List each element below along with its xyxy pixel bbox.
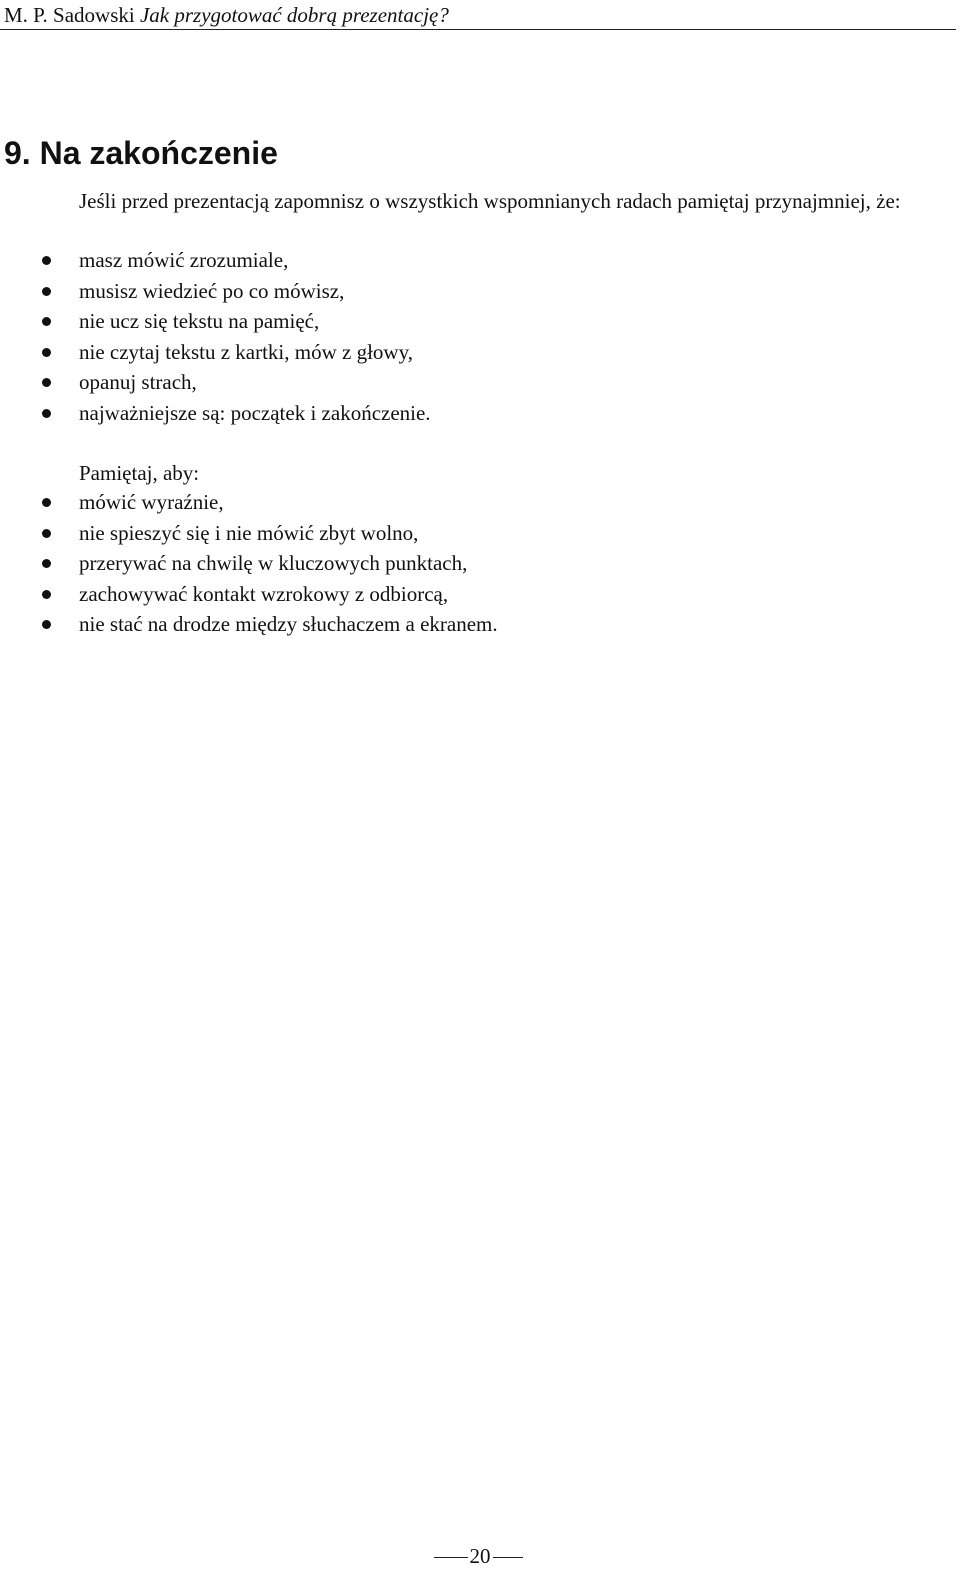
header-document-title: Jak przygotować dobrą prezentację?: [139, 3, 449, 27]
bullet-icon: [42, 317, 51, 326]
list-item-text: opanuj strach,: [79, 370, 197, 395]
page-footer: [0, 1540, 960, 1572]
list-item-text: najważniejsze są: początek i zakończenie.: [79, 400, 431, 425]
list-item-text: zachowywać kontakt wzrokowy z odbiorcą,: [79, 581, 449, 606]
list-item: [0, 487, 498, 518]
list-item: [0, 579, 498, 610]
list-item-text: nie ucz się tekstu na pamięć,: [79, 309, 320, 334]
bullet-icon: [42, 620, 51, 629]
header-author: M. P. Sadowski: [4, 3, 135, 27]
bullet-icon: [42, 378, 51, 387]
header-divider: [0, 29, 956, 30]
list-item: [0, 306, 431, 337]
bullet-icon: [42, 287, 51, 296]
running-header: [4, 2, 956, 28]
bullet-icon: [42, 498, 51, 507]
footer-rule-right: [493, 1557, 523, 1558]
section-heading: 9. Na zakończenie: [4, 135, 278, 171]
list-item: [0, 337, 431, 368]
remember-label: Pamiętaj, aby:: [79, 461, 200, 485]
remember-at-least-list: [0, 245, 431, 429]
intro-paragraph: Jeśli przed prezentacją zapomnisz o wszystkich wspomnianych radach pamiętaj przynajmniej, że:: [79, 189, 901, 213]
list-item-text: przerywać na chwilę w kluczowych punktach,: [79, 551, 468, 576]
list-item: [0, 276, 431, 307]
remember-to-list: [0, 487, 498, 640]
list-item: [0, 245, 431, 276]
bullet-icon: [42, 348, 51, 357]
list-item-text: nie stać na drodze między słuchaczem a ekranem.: [79, 612, 498, 637]
list-item-text: nie czytaj tekstu z kartki, mów z głowy,: [79, 339, 413, 364]
list-item: [0, 518, 498, 549]
bullet-icon: [42, 409, 51, 418]
list-item-text: mówić wyraźnie,: [79, 490, 224, 514]
list-item-text: musisz wiedzieć po co mówisz,: [79, 278, 345, 303]
bullet-icon: [42, 559, 51, 568]
list-item: [0, 548, 498, 579]
bullet-icon: [42, 590, 51, 599]
list-item-text: nie spieszyć się i nie mówić zbyt wolno,: [79, 520, 419, 545]
bullet-icon: [42, 529, 51, 538]
bullet-icon: [42, 256, 51, 265]
page-number: 20: [469, 1544, 491, 1568]
list-item: [0, 367, 431, 398]
footer-rule-left: [434, 1557, 468, 1558]
list-item: [0, 609, 498, 640]
list-item: [0, 398, 431, 429]
list-item-text: masz mówić zrozumiale,: [79, 248, 289, 272]
